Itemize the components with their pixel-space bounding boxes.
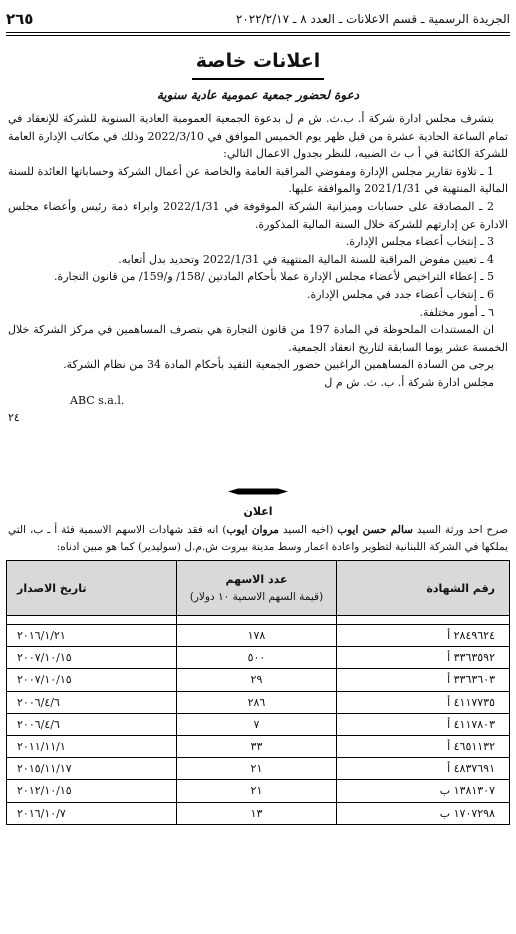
cell-share-count: ٥٠٠: [177, 647, 336, 669]
cell-issue-date: ٢٠١١/١١/١: [7, 735, 177, 757]
signature-arabic: مجلس ادارة شركة أ. ب. ث. ش م ل: [324, 375, 494, 389]
agenda-item-2: 2 ـ المصادقة على حسابات وميزانية الشركة الموقوفة في 2022/1/31 وابراء ذمة رئيس وأعضاء مجلس الادارة عن إدارتهم للشركة خلال السنة المالية المذكورة.: [8, 199, 508, 231]
header-share-count-label: عدد الاسهم: [225, 572, 288, 586]
notice-intro: يتشرف مجلس ادارة شركة أ. ب.ث. ش م ل بدعوة الجمعية العمومية العادية السنوية للشركة للإنعقاد في تمام الساعة الحادية عشرة من قبل ظهر يوم الخميس الموافق في 2022/3/10 وذلك في مكاتب الإدارة العامة للشركة الكائنة في أ ب ث الضبيه، للنظر بجدول الاعمال التالي:: [8, 112, 508, 161]
documents-note: ان المستندات الملحوظة في المادة 197 من قانون التجارة هي بتصرف المساهمين في مركز الشركة خلال الخمسة عشر يوما السابقة لتاريخ انعقاد الجمعية.: [8, 323, 508, 354]
notice-subtitle: دعوة لحضور جمعية عمومية عادية سنوية: [156, 88, 360, 102]
cell-share-count: ٢٩: [177, 669, 336, 691]
reference-number: ٢٤: [8, 411, 20, 425]
cell-issue-date: ٢٠١٢/١٠/١٥: [7, 780, 177, 802]
agenda-item-1: 1 ـ تلاوة تقارير مجلس الإدارة ومفوضي المراقبة العامة والخاصة عن أعمال الشركة وحساباتها العائدة للسنة المالية المنتهية في 2021/1/31 والموافقة عليها.: [8, 164, 508, 196]
cell-issue-date: ٢٠٠٧/١٠/١٥: [7, 647, 177, 669]
cell-issue-date: ٢٠٠٦/٤/٦: [7, 691, 177, 713]
cell-share-count: ١٧٨: [177, 625, 336, 647]
table-row: [7, 647, 510, 669]
table-header-row: [7, 561, 510, 616]
agenda-item-4: 4 ـ تعيين مفوض المراقبة للسنة المالية المنتهية في 2022/1/31 وتحديد بدل أتعابه.: [118, 252, 494, 266]
running-header: [6, 8, 510, 30]
cell-share-count: ٢١: [177, 780, 336, 802]
publication-header: الجريدة الرسمية ـ قسم الاعلانات ـ العدد ٨ ـ ٢٠٢٢/٢/١٧: [235, 12, 510, 26]
agenda-item-5: 5 ـ إعطاء التراخيص لأعضاء مجلس الإدارة عملا بأحكام المادتين /158/ و/159/ من قانون التجارة.: [53, 270, 494, 284]
cell-certificate-number: ٣٣٦٣٥٩٢ أ: [336, 647, 509, 669]
cell-share-count: ٣٣: [177, 735, 336, 757]
cell-share-count: ٢٨٦: [177, 691, 336, 713]
header-issue-date: تاريخ الاصدار: [7, 561, 177, 616]
table-row: [7, 669, 510, 691]
header-share-value-note: (قيمة السهم الاسمية ١٠ دولار): [189, 590, 324, 603]
table-body: [7, 616, 510, 825]
table-row: [7, 758, 510, 780]
section-title: اعلانات خاصة: [195, 50, 321, 72]
cell-issue-date: ٢٠١٥/١١/١٧: [7, 758, 177, 780]
header-share-count: [177, 561, 336, 616]
announcement-text: [8, 522, 508, 556]
cell-certificate-number: ١٧٠٧٢٩٨ ب: [336, 802, 509, 824]
announcement-title: اعلان: [243, 505, 273, 518]
cell-certificate-number: ٢٨٤٩٦٢٤ أ: [336, 625, 509, 647]
cell-share-count: ٧: [177, 713, 336, 735]
table-row: [7, 735, 510, 757]
table-row: [7, 802, 510, 824]
cell-certificate-number: ٤٨٣٧٦٩١ أ: [336, 758, 509, 780]
table-row: [7, 625, 510, 647]
announcement-text-part: ) انه فقد شهادات الاسهم الاسمية فئة أ ـ ب، التي يملكها في الشركة اللبنانية لتطوير واعادة اعمار وسط مدينة بيروت ش.م.ل (سوليدير) كما هو مبين ادناه:: [8, 524, 508, 553]
attendance-note: يرجى من السادة المساهمين الراغبين حضور الجمعية التقيد بأحكام المادة 34 من نظام الشركة.: [63, 358, 494, 372]
cell-issue-date: ٢٠١٦/١/٢١: [7, 625, 177, 647]
cell-issue-date: ٢٠١٦/١٠/٧: [7, 802, 177, 824]
header-certificate-number: رقم الشهادة: [336, 561, 509, 616]
agenda-item-6: 6 ـ إنتخاب أعضاء جدد في مجلس الإدارة.: [306, 287, 494, 301]
cell-certificate-number: ١٣٨١٣٠٧ ب: [336, 780, 509, 802]
table-row: [7, 713, 510, 735]
cell-issue-date: ٢٠٠٦/٤/٦: [7, 713, 177, 735]
header-rule: [6, 32, 510, 33]
cell-share-count: ٢١: [177, 758, 336, 780]
cell-issue-date: ٢٠٠٧/١٠/١٥: [7, 669, 177, 691]
agenda-item-7: ٦ ـ أمور مختلفة.: [419, 305, 494, 319]
announcement-text-part: صرح احد ورثة السيد: [412, 524, 509, 536]
ornament-divider: [228, 488, 288, 495]
section-title-underline: [192, 78, 324, 80]
agenda-item-3: 3 ـ إنتخاب أعضاء مجلس الإدارة.: [345, 235, 494, 249]
cell-share-count: ١٣: [177, 802, 336, 824]
header-rule-2: [6, 35, 510, 36]
heir-name: مروان ايوب: [226, 524, 279, 536]
cell-certificate-number: ٤٦٥١١٣٢ أ: [336, 735, 509, 757]
cell-certificate-number: ٣٣٦٣٦٠٣ أ: [336, 669, 509, 691]
table-spacer-row: [7, 616, 510, 625]
cell-certificate-number: ٤١١٧٧٣٥ أ: [336, 691, 509, 713]
table-row: [7, 691, 510, 713]
signature-latin: ABC s.a.l.: [70, 393, 125, 407]
cell-certificate-number: ٤١١٧٨٠٣ أ: [336, 713, 509, 735]
table-row: [7, 780, 510, 802]
announcement-text-part: (اخيه السيد: [278, 524, 338, 536]
notice-body: [8, 110, 508, 427]
deceased-name: سالم حسن ايوب: [337, 524, 413, 536]
page-number: ٢٦٥: [6, 10, 34, 28]
share-certificates-table: [6, 560, 510, 825]
